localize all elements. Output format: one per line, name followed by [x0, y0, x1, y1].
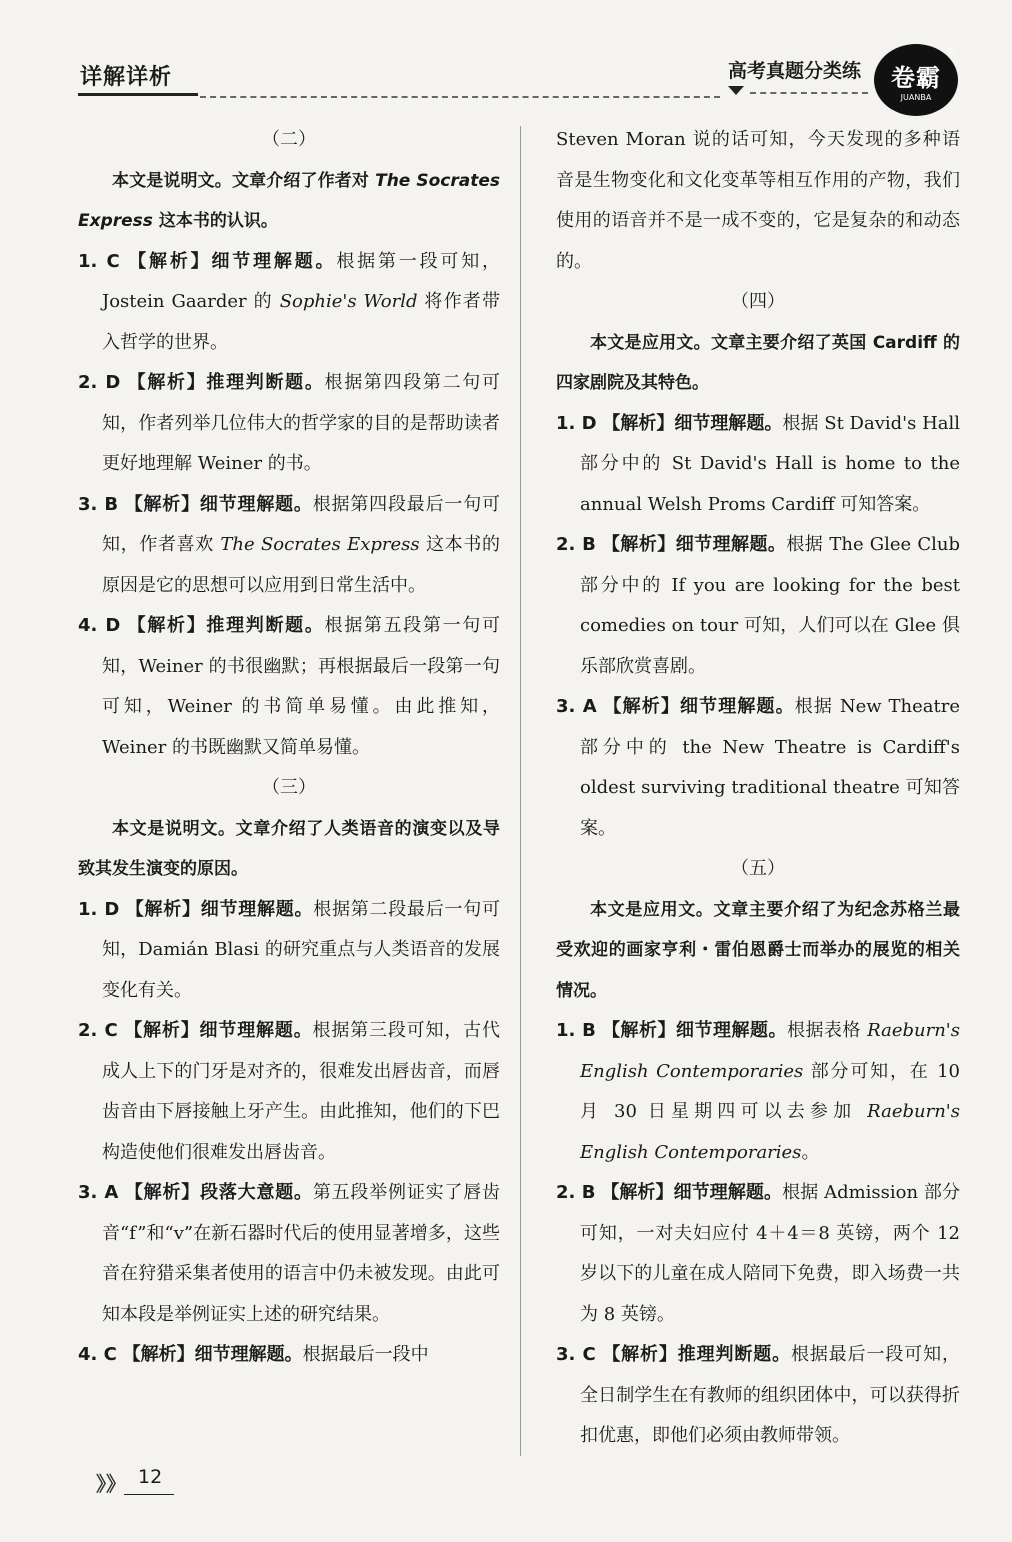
continued-text: Steven Moran 说的话可知，今天发现的多种语音是生物变化和文化变革等相互作用的产物，我们使用的语音并不是一成不变的，它是复杂的和动态的。: [556, 129, 960, 272]
answer-item: 4. C 【解析】细节理解题。根据最后一段中: [78, 1344, 429, 1365]
answer-item: 3. B 【解析】细节理解题。根据第四段最后一句可知，作者喜欢 The Socrates Express 这本书的原因是它的思想可以应用到日常生活中。: [78, 493, 500, 596]
answer-item: 2. D 【解析】推理判断题。根据第四段第二句可知，作者列举几位伟大的哲学家的目的是帮助读者更好地理解 Weiner 的书。: [78, 372, 500, 474]
right-column: [556, 120, 960, 1457]
page-header: [0, 0, 1012, 110]
section-intro-2: 本文是说明文。文章介绍了作者对 The Socrates Express 这本书的认识。: [78, 170, 501, 231]
section-intro-5: 本文是应用文。文章主要介绍了为纪念苏格兰最受欢迎的画家亨利・雷伯恩爵士而举办的展览的相关情况。: [556, 899, 960, 1001]
double-chevron-icon: 》》: [96, 1472, 126, 1496]
section-heading-4: （四）: [731, 291, 785, 312]
answer-item: 2. B 【解析】细节理解题。根据 The Glee Club 部分中的 If you are looking for the best comedies on tour 可知，人们可以在 Glee 俱乐部欣赏喜剧。: [556, 534, 961, 677]
header-dashed-rule-right: [750, 92, 868, 94]
answer-item: 3. C 【解析】推理判断题。根据最后一段可知，全日制学生在有教师的组织团体中，可以获得折扣优惠，即他们必须由教师带领。: [556, 1344, 960, 1446]
answer-item: 1. D 【解析】细节理解题。根据 St David's Hall 部分中的 St David's Hall is home to the annual Welsh Proms Cardiff 可知答案。: [556, 412, 961, 515]
column-divider: [520, 126, 521, 1456]
header-underline: [78, 93, 198, 96]
page-number: 12: [138, 1466, 163, 1488]
answer-item: 1. C 【解析】细节理解题。根据第一段可知，Jostein Gaarder 的 Sophie's World 将作者带入哲学的世界。: [78, 250, 501, 353]
header-dashed-rule: [200, 96, 720, 98]
section-heading-2: （二）: [262, 129, 316, 150]
section-intro-4: 本文是应用文。文章主要介绍了英国 Cardiff 的四家剧院及其特色。: [556, 332, 960, 393]
page-number-underline: [124, 1494, 174, 1495]
answer-item: 1. B 【解析】细节理解题。根据表格 Raeburn's English Contemporaries 部分可知，在 10 月 30 日星期四可以去参加 Raeburn's English Contemporaries。: [556, 1020, 960, 1163]
answer-item: 4. D 【解析】推理判断题。根据第五段第一句可知，Weiner 的书很幽默；再根据最后一段第一句可知，Weiner 的书简单易懂。由此推知，Weiner 的书既幽默又简单易懂。: [78, 615, 500, 758]
section-heading-3: （三）: [262, 777, 316, 798]
answer-item: 3. A 【解析】细节理解题。根据 New Theatre 部分中的 the New Theatre is Cardiff's oldest surviving traditional theatre 可知答案。: [556, 696, 960, 839]
section-title: 详解详析: [80, 65, 173, 90]
section-intro-3: 本文是说明文。文章介绍了人类语音的演变以及导致其发生演变的原因。: [78, 818, 500, 879]
answer-item: 3. A 【解析】段落大意题。第五段举例证实了唇齿音“f”和“v”在新石器时代后的使用显著增多，这些音在狩猎采集者使用的语言中仍未被发现。由此可知本段是举例证实上述的研究结果。: [78, 1182, 501, 1325]
brand-logo: ® 卷霸 JUANBA: [874, 44, 958, 116]
answer-item: 2. B 【解析】细节理解题。根据 Admission 部分可知，一对夫妇应付 4＋4＝8 英镑，两个 12 岁以下的儿童在成人陪同下免费，即入场费一共为 8 英镑。: [556, 1182, 960, 1325]
triangle-icon: [728, 86, 744, 95]
logo-subtext: JUANBA: [900, 93, 932, 102]
answer-item: 1. D 【解析】细节理解题。根据第二段最后一句可知，Damián Blasi 的研究重点与人类语音的发展变化有关。: [78, 898, 501, 1001]
answer-item: 2. C 【解析】细节理解题。根据第三段可知，古代成人上下的门牙是对齐的，很难发出唇齿音，而唇齿音由下唇接触上牙产生。由此推知，他们的下巴构造使他们很难发出唇齿音。: [78, 1020, 500, 1163]
logo-text: 卷霸: [891, 64, 941, 92]
section-heading-5: （五）: [731, 858, 785, 879]
left-column: [78, 120, 500, 1376]
book-title: 高考真题分类练: [728, 60, 862, 82]
